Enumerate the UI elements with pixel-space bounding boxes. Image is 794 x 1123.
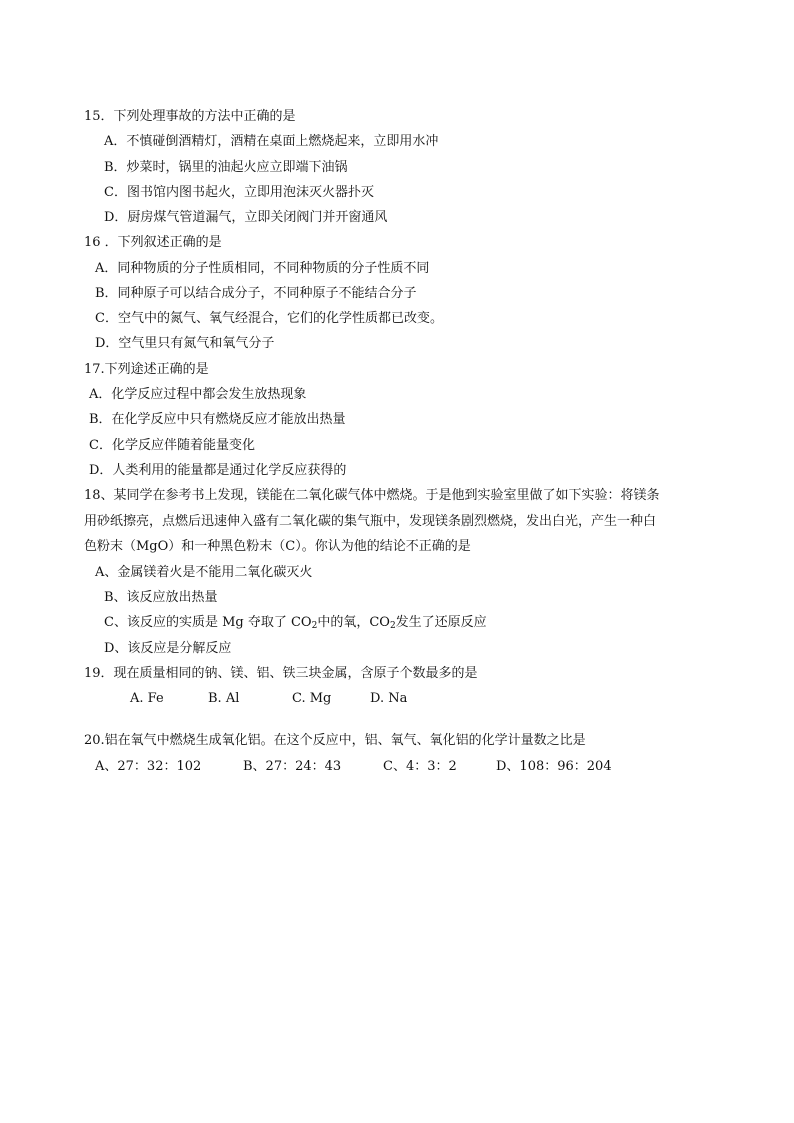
question-17-option-b: B．在化学反应中只有燃烧反应才能放出热量: [89, 412, 346, 427]
question-16-option-b: B．同种原子可以结合成分子，不同种原子不能结合分子: [95, 286, 417, 301]
question-20-stem: 20.铝在氧气中燃烧生成氧化铝。在这个反应中，铝、氧气、氧化铝的化学计量数之比是: [84, 733, 586, 748]
question-17-stem: 17.下列途述正确的是: [84, 362, 209, 377]
question-18-option-a: A、金属镁着火是不能用二氧化碳灭火: [95, 565, 313, 580]
question-19-option-b: B. Al: [208, 691, 240, 706]
question-19-option-a: A. Fe: [130, 691, 164, 706]
question-17-option-a: A．化学反应过程中都会发生放热现象: [89, 387, 307, 402]
question-15-option-d: D．厨房煤气管道漏气，立即关闭阀门并开窗通风: [104, 210, 388, 225]
question-20-option-c: C、4：3：2: [383, 759, 457, 774]
question-16-option-c: C．空气中的氮气、氧气经混合，它们的化学性质都已改变。: [95, 311, 443, 326]
question-18-stem-line-2: 用砂纸擦亮，点燃后迅速伸入盛有二氧化碳的集气瓶中，发现镁条剧烈燃烧，发出白光，产生一种白: [84, 514, 657, 529]
question-18-option-c: C、该反应的实质是 Mg 夺取了 $CO_2$中的氧，$CO_2$发生了还原反应: [104, 615, 487, 631]
question-18-option-b: B、该反应放出热量: [104, 590, 218, 605]
question-15-option-c: C．图书馆内图书起火，立即用泡沫灭火器扑灭: [104, 185, 374, 200]
question-18-stem-line-1: 18、某同学在参考书上发现，镁能在二氧化碳气体中燃烧。于是他到实验室里做了如下实验：将镁条: [84, 488, 660, 503]
question-17-option-c: C．化学反应伴随着能量变化: [89, 438, 255, 453]
question-19-option-c: C. Mg: [292, 691, 332, 706]
question-18-option-d: D、该反应是分解反应: [104, 641, 232, 656]
question-20-option-d: D、108：96：204: [496, 759, 612, 774]
question-20-options: [95, 758, 612, 776]
question-18-stem-line-3: 色粉末（MgO）和一种黑色粉末（C）。你认为他的结论不正确的是: [84, 539, 471, 554]
question-17-option-d: D．人类利用的能量都是通过化学反应获得的: [89, 463, 347, 478]
question-20-option-a: A、27：32：102: [95, 759, 202, 774]
question-16-option-d: D．空气里只有氮气和氧气分子: [95, 336, 275, 351]
question-16-option-a: A．同种物质的分子性质相同，不同种物质的分子性质不同: [95, 261, 430, 276]
question-19-option-d: D. Na: [370, 691, 408, 706]
question-15-option-b: B．炒菜时，锅里的油起火应立即端下油锅: [104, 160, 348, 175]
question-19-stem: 19．现在质量相同的钠、镁、铝、铁三块金属，含原子个数最多的是: [84, 666, 478, 681]
question-16-stem: 16 ．下列叙述正确的是: [84, 235, 222, 250]
question-19-options: [130, 690, 407, 708]
question-20-option-b: B、27：24：43: [243, 759, 342, 774]
question-15-stem: 15．下列处理事故的方法中正确的是: [84, 109, 296, 124]
question-15-option-a: A．不慎碰倒酒精灯，酒精在桌面上燃烧起来，立即用水冲: [104, 134, 439, 149]
